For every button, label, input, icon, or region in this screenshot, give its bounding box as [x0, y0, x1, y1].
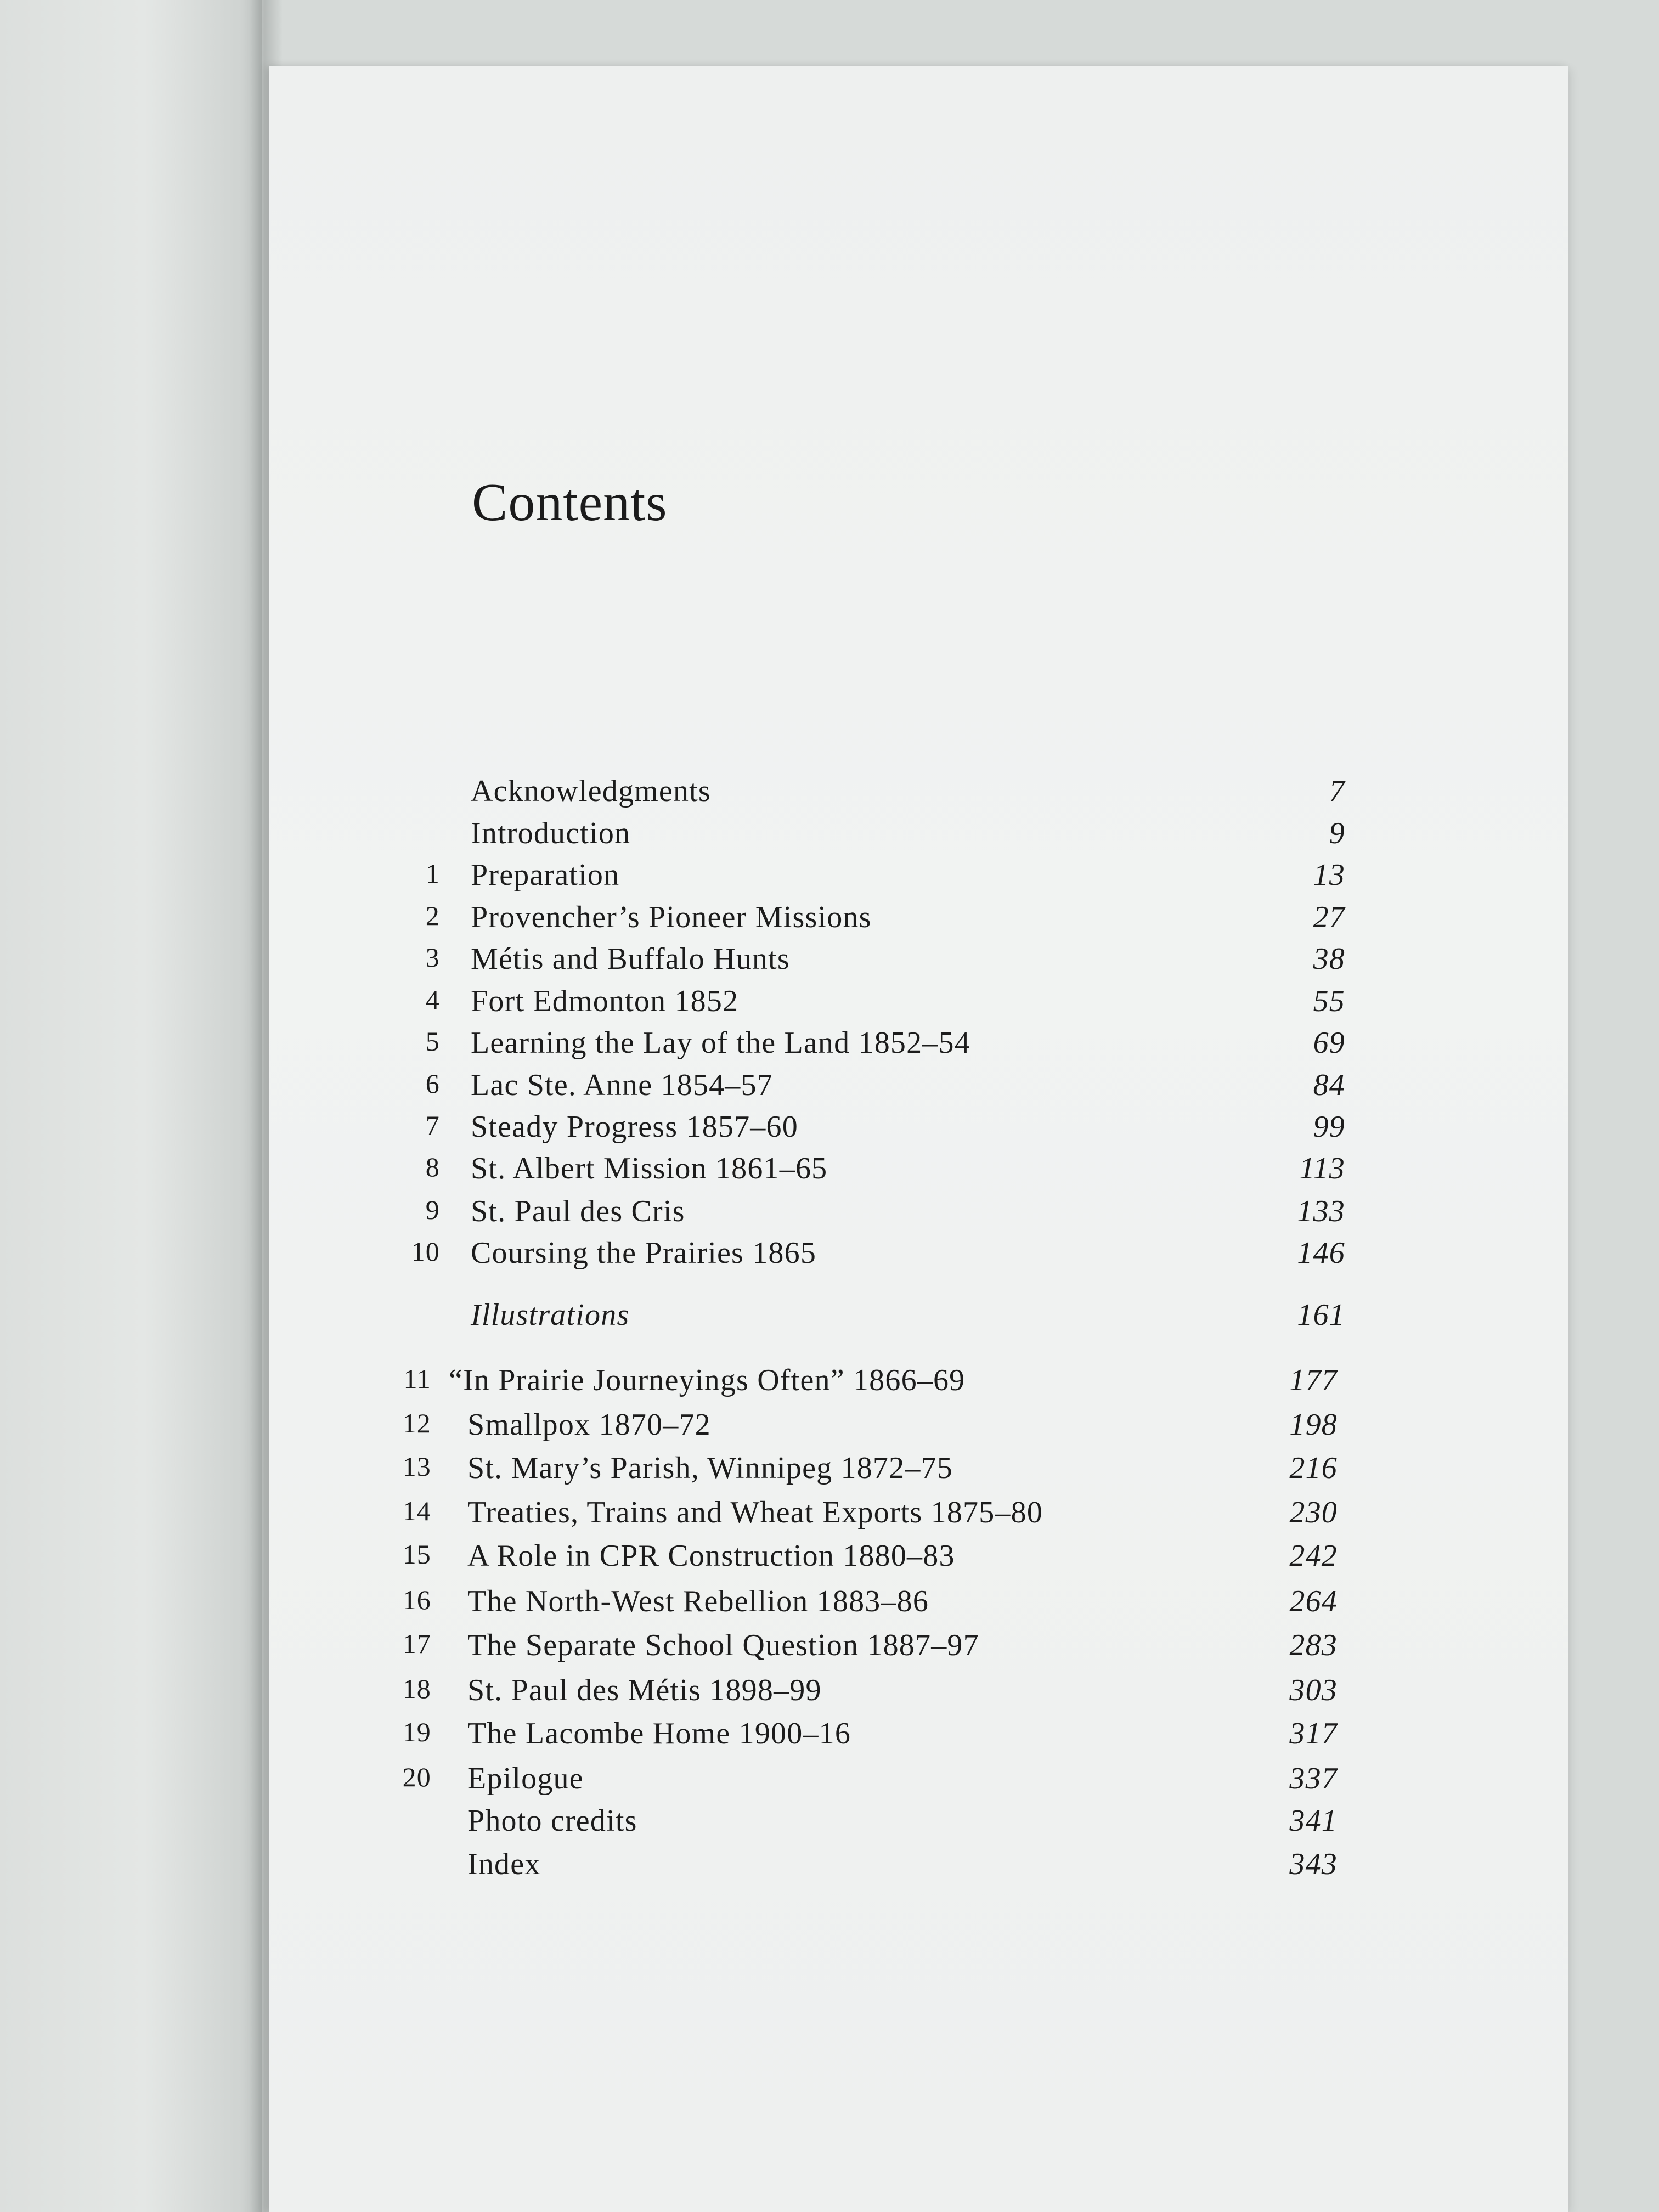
chapter-title: The Lacombe Home 1900–16: [467, 1717, 851, 1751]
chapter-title: Preparation: [471, 858, 620, 892]
page-number: 7: [1329, 774, 1345, 808]
toc-entry: [269, 900, 1568, 938]
toc-entry: [269, 1716, 1568, 1754]
chapter-title: St. Paul des Métis 1898–99: [467, 1673, 822, 1707]
chapter-title: Coursing the Prairies 1865: [471, 1236, 817, 1270]
chapter-number: 11: [403, 1363, 431, 1394]
chapter-number: 9: [425, 1194, 440, 1225]
page-number: 303: [1289, 1673, 1338, 1707]
chapter-title: St. Mary’s Parish, Winnipeg 1872–75: [467, 1451, 953, 1485]
chapter-title: The Separate School Question 1887–97: [467, 1628, 979, 1662]
chapter-title: “In Prairie Journeyings Often” 1866–69: [449, 1363, 966, 1397]
chapter-number: 10: [411, 1236, 440, 1267]
toc-entry: [269, 1803, 1568, 1842]
toc-entry: [269, 857, 1568, 896]
chapter-number: 16: [402, 1584, 431, 1615]
toc-entry: [269, 1025, 1568, 1064]
toc-entry: [269, 1451, 1568, 1489]
chapter-title: Acknowledgments: [471, 774, 711, 808]
chapter-title: Illustrations: [471, 1298, 630, 1332]
page-number: 343: [1289, 1847, 1338, 1881]
page-number: 38: [1313, 942, 1345, 976]
page-title: Contents: [472, 473, 668, 532]
chapter-number: 3: [425, 942, 440, 973]
page-number: 317: [1289, 1717, 1338, 1751]
chapter-title: Introduction: [471, 816, 631, 850]
page-number: 216: [1289, 1451, 1338, 1485]
chapter-number: 13: [402, 1451, 431, 1482]
page-number: 177: [1289, 1363, 1338, 1397]
page-number: 69: [1313, 1026, 1345, 1060]
toc-entry: [269, 1109, 1568, 1148]
chapter-title: Provencher’s Pioneer Missions: [471, 900, 872, 934]
chapter-title: Lac Ste. Anne 1854–57: [471, 1068, 773, 1102]
page-number: 27: [1313, 900, 1345, 934]
toc-entry: [269, 1538, 1568, 1577]
toc-entry: [269, 941, 1568, 980]
chapter-title: Epilogue: [467, 1762, 584, 1796]
chapter-number: 8: [425, 1152, 440, 1182]
chapter-number: 18: [402, 1673, 431, 1704]
toc-entry: [269, 1584, 1568, 1622]
chapter-number: 2: [425, 900, 440, 931]
chapter-title: Steady Progress 1857–60: [471, 1110, 798, 1144]
page-number: 242: [1289, 1539, 1338, 1573]
page-number: 133: [1297, 1194, 1345, 1228]
toc-entry: [269, 774, 1568, 812]
toc-entry: [269, 1761, 1568, 1799]
chapter-title: St. Albert Mission 1861–65: [471, 1152, 828, 1186]
chapter-title: St. Paul des Cris: [471, 1194, 685, 1228]
page-number: 99: [1313, 1110, 1345, 1144]
chapter-number: 19: [402, 1717, 431, 1747]
toc-entry: [269, 984, 1568, 1022]
toc-entry: [269, 1151, 1568, 1189]
chapter-title: Index: [467, 1847, 541, 1881]
page-number: 13: [1313, 858, 1345, 892]
toc-entry: [269, 1495, 1568, 1533]
page-number: 264: [1289, 1584, 1338, 1618]
chapter-number: 14: [402, 1496, 431, 1526]
page-number: 146: [1297, 1236, 1345, 1270]
page-number: 161: [1297, 1298, 1345, 1332]
chapter-number: 17: [402, 1628, 431, 1659]
toc-entry: [269, 1847, 1568, 1885]
chapter-number: 1: [425, 858, 440, 889]
page-number: 283: [1289, 1628, 1338, 1662]
chapter-title: Fort Edmonton 1852: [471, 984, 739, 1018]
left-page-edge: [0, 0, 262, 2212]
chapter-number: 12: [402, 1408, 431, 1438]
toc-entry: [269, 816, 1568, 854]
chapter-number: 20: [402, 1762, 431, 1792]
chapter-title: Smallpox 1870–72: [467, 1408, 711, 1442]
chapter-title: Métis and Buffalo Hunts: [471, 942, 790, 976]
toc-entry: [269, 1068, 1568, 1106]
chapter-number: 5: [425, 1026, 440, 1057]
chapter-number: 6: [425, 1068, 440, 1099]
table-of-contents: [269, 66, 1568, 2212]
chapter-title: Learning the Lay of the Land 1852–54: [471, 1026, 970, 1060]
toc-entry: [269, 1297, 1568, 1336]
toc-entry: [269, 1628, 1568, 1666]
page-number: 341: [1289, 1804, 1338, 1838]
chapter-title: Treaties, Trains and Wheat Exports 1875–80: [467, 1496, 1043, 1530]
chapter-title: Photo credits: [467, 1804, 637, 1838]
page-number: 9: [1329, 816, 1345, 850]
page-number: 113: [1299, 1152, 1345, 1186]
toc-entry: [269, 1194, 1568, 1232]
page-number: 198: [1289, 1408, 1338, 1442]
chapter-title: A Role in CPR Construction 1880–83: [467, 1539, 955, 1573]
page-number: 230: [1289, 1496, 1338, 1530]
chapter-number: 7: [425, 1110, 440, 1141]
page-number: 55: [1313, 984, 1345, 1018]
chapter-title: The North-West Rebellion 1883–86: [467, 1584, 929, 1618]
chapter-number: 4: [425, 984, 440, 1015]
page-number: 337: [1289, 1762, 1338, 1796]
toc-entry: [269, 1363, 1568, 1401]
book-page: [269, 66, 1568, 2212]
toc-entry: [269, 1235, 1568, 1274]
toc-entry: [269, 1673, 1568, 1711]
chapter-number: 15: [402, 1539, 431, 1570]
toc-entry: [269, 1407, 1568, 1446]
page-number: 84: [1313, 1068, 1345, 1102]
